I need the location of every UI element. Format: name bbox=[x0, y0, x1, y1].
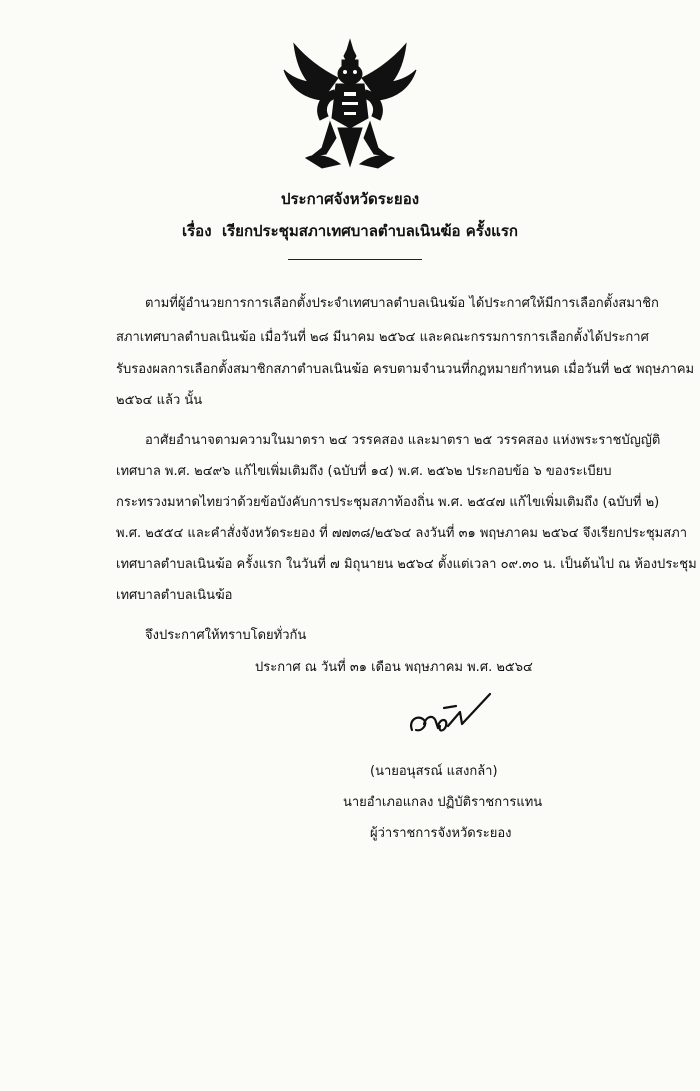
para2-line: กระทรวงมหาดไทยว่าด้วยข้อบังคับการประชุมสภาท้องถิ่น พ.ศ. ๒๕๔๗ แก้ไขเพิ่มเติมถึง (ฉบับที่ ๒) bbox=[116, 495, 660, 510]
signatory-position-2: ผู้ว่าราชการจังหวัดระยอง bbox=[370, 826, 512, 841]
handwritten-signature bbox=[404, 690, 514, 750]
para2-line: เทศบาล พ.ศ. ๒๔๙๖ แก้ไขเพิ่มเติมถึง (ฉบับที่ ๑๔) พ.ศ. ๒๕๖๒ ประกอบข้อ ๖ ของระเบียบ bbox=[116, 464, 612, 479]
subject-label: เรื่อง bbox=[182, 222, 212, 240]
signatory-name: (นายอนุสรณ์ แสงกล้า) bbox=[370, 764, 498, 779]
document-subject bbox=[0, 219, 700, 243]
para1-line: ตามที่ผู้อำนวยการการเลือกตั้งประจำเทศบาลตำบลเนินฆ้อ ได้ประกาศให้มีการเลือกตั้งสมาชิก bbox=[145, 296, 659, 311]
para1-line: รับรองผลการเลือกตั้งสมาชิกสภาตำบลเนินฆ้อ ครบตามจำนวนที่กฎหมายกำหนด เมื่อวันที่ ๒๕ พฤษภาคม bbox=[116, 362, 695, 377]
date-line: ประกาศ ณ วันที่ ๓๑ เดือน พฤษภาคม พ.ศ. ๒๕๖๔ bbox=[255, 660, 533, 675]
subject-text: เรียกประชุมสภาเทศบาลตำบลเนินฆ้อ ครั้งแรก bbox=[221, 222, 518, 240]
garuda-emblem-icon bbox=[282, 38, 418, 172]
para1-line: สภาเทศบาลตำบลเนินฆ้อ เมื่อวันที่ ๒๘ มีนาคม ๒๕๖๔ และคณะกรรมการการเลือกตั้งได้ประกาศ bbox=[116, 330, 649, 345]
closing-line: จึงประกาศให้ทราบโดยทั่วกัน bbox=[145, 628, 307, 643]
para2-line: เทศบาลตำบลเนินฆ้อ ครั้งแรก ในวันที่ ๗ มิถุนายน ๒๕๖๔ ตั้งแต่เวลา ๐๙.๓๐ น. เป็นต้นไป ณ ห้องประชุม bbox=[116, 557, 697, 572]
para2-line: พ.ศ. ๒๕๕๔ และคำสั่งจังหวัดระยอง ที่ ๗๗๓๘/๒๕๖๔ ลงวันที่ ๓๑ พฤษภาคม ๒๕๖๔ จึงเรียกประชุมสภา bbox=[116, 526, 688, 541]
para1-line: ๒๕๖๔ แล้ว นั้น bbox=[116, 393, 203, 408]
title-underline bbox=[288, 259, 422, 260]
para2-line: อาศัยอำนาจตามความในมาตรา ๒๔ วรรคสอง และมาตรา ๒๕ วรรคสอง แห่งพระราชบัญญัติ bbox=[145, 433, 661, 448]
signatory-position-1: นายอำเภอแกลง ปฏิบัติราชการแทน bbox=[343, 795, 543, 810]
para2-line: เทศบาลตำบลเนินฆ้อ bbox=[116, 588, 233, 603]
document-title: ประกาศจังหวัดระยอง bbox=[280, 190, 420, 208]
